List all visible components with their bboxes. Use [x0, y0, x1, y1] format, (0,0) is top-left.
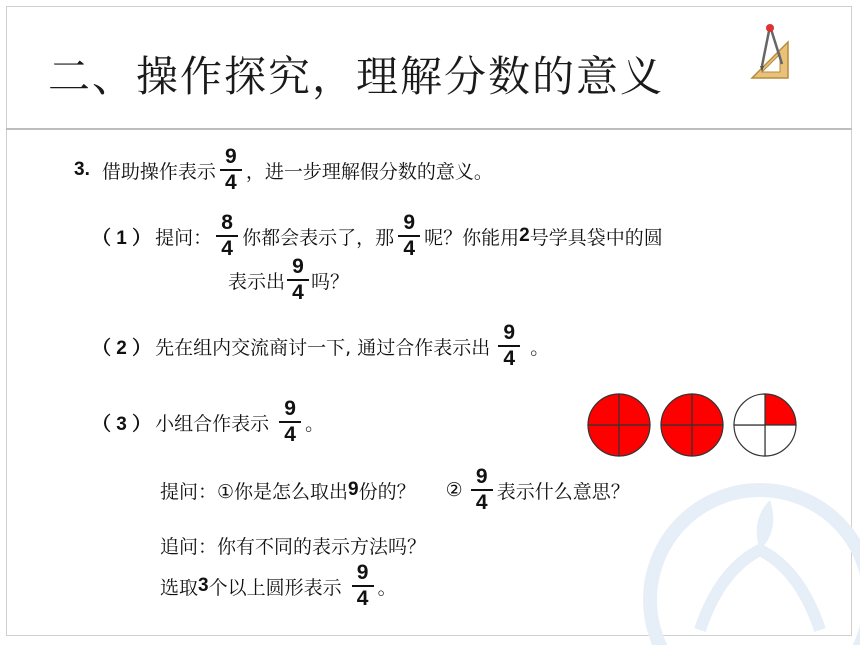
empty-quarter	[765, 425, 796, 456]
ask-2-text: 追问：你有不同的表示方法吗？	[160, 536, 427, 558]
fraction-circle	[588, 394, 650, 456]
filled-quarter	[661, 394, 692, 425]
fraction-denominator: 4	[284, 423, 296, 446]
item-3-line	[74, 146, 493, 194]
fraction-numerator: 9	[475, 465, 488, 488]
question-1-text-d: 号学具袋中的圆	[529, 226, 663, 249]
ask-1-text-b: 份的？	[358, 480, 416, 503]
fraction-numerator: 9	[225, 145, 237, 168]
fraction-numerator: 9	[356, 561, 369, 584]
filled-quarter	[588, 394, 619, 425]
fraction-numerator: 8	[221, 211, 233, 234]
question-1-line-1	[92, 212, 663, 260]
ask-3-number: 3	[198, 575, 209, 596]
fraction-9-4	[398, 212, 420, 260]
fraction-denominator: 4	[503, 347, 516, 370]
question-3-label: （ 3 ）	[92, 413, 152, 435]
question-1-text-b: 你都会表示了，那	[242, 226, 395, 249]
question-2-line	[92, 322, 549, 370]
fraction-denominator: 4	[475, 491, 488, 514]
question-3-line	[92, 398, 324, 446]
question-3-text: 小组合作表示	[155, 412, 270, 435]
watermark-logo-icon	[630, 480, 860, 645]
empty-quarter	[734, 425, 765, 456]
fraction-circle	[734, 394, 796, 456]
fraction-numerator: 9	[284, 397, 296, 420]
ask-3-end: 。	[377, 576, 397, 599]
filled-quarter	[692, 425, 723, 456]
ask-3-line	[160, 562, 397, 610]
ask-1-text-d: 表示什么意思？	[496, 480, 630, 503]
fraction-circle	[661, 394, 723, 456]
fraction-numerator: 9	[503, 321, 516, 344]
ask-1-text-a: 提问：①你是怎么取出	[160, 480, 349, 503]
fraction-9-4	[471, 466, 493, 514]
question-1-line-2	[228, 256, 349, 304]
filled-quarter	[588, 425, 619, 456]
question-1-text-c: 呢？你能用	[424, 226, 520, 249]
item-3-text-b: ，进一步理解假分数的意义。	[245, 160, 493, 183]
fraction-numerator: 9	[403, 211, 415, 234]
fraction-circles	[586, 392, 802, 458]
ask-1-text-c: ②	[445, 479, 463, 501]
ask-2-line	[160, 532, 426, 559]
question-1-label: （ 1 ）	[92, 227, 152, 249]
fraction-denominator: 4	[356, 587, 369, 610]
ask-1-number: 9	[348, 479, 359, 500]
fraction-9-4	[498, 322, 520, 370]
question-1-line-2-text-b: 吗？	[311, 270, 350, 293]
filled-quarter	[619, 394, 650, 425]
fraction-denominator: 4	[403, 237, 415, 260]
filled-quarter	[765, 394, 796, 425]
ask-1-line	[160, 466, 630, 514]
question-1-line-2-text-a: 表示出	[228, 270, 286, 293]
ask-3-text-a: 选取	[160, 576, 199, 599]
item-3-number: 3.	[74, 159, 90, 180]
filled-quarter	[692, 394, 723, 425]
filled-quarter	[661, 425, 692, 456]
ask-3-text-b: 个以上圆形表示	[208, 576, 342, 599]
fraction-9-4	[279, 398, 301, 446]
empty-quarter	[734, 394, 765, 425]
fraction-denominator: 4	[225, 171, 237, 194]
fraction-9-4	[287, 256, 309, 304]
question-2-label: （ 2 ）	[92, 337, 152, 359]
question-1-number-2: 2	[519, 225, 530, 246]
fraction-9-4	[352, 562, 374, 610]
compass-ruler-icon	[748, 22, 794, 84]
question-2-end: 。	[530, 336, 550, 359]
filled-quarter	[619, 425, 650, 456]
slide-title: 二、操作探究，理解分数的意义	[48, 52, 665, 101]
item-3-text-a: 借助操作表示	[101, 160, 216, 183]
question-1-text-a: 提问：	[155, 226, 213, 249]
question-2-text: 先在组内交流商讨一下, 通过合作表示出	[155, 336, 491, 359]
fraction-denominator: 4	[221, 237, 233, 260]
fraction-8-4	[216, 212, 238, 260]
fraction-9-4	[220, 146, 242, 194]
title-divider	[6, 128, 852, 130]
fraction-denominator: 4	[292, 281, 304, 304]
fraction-numerator: 9	[292, 255, 304, 278]
question-3-end: 。	[305, 412, 325, 435]
